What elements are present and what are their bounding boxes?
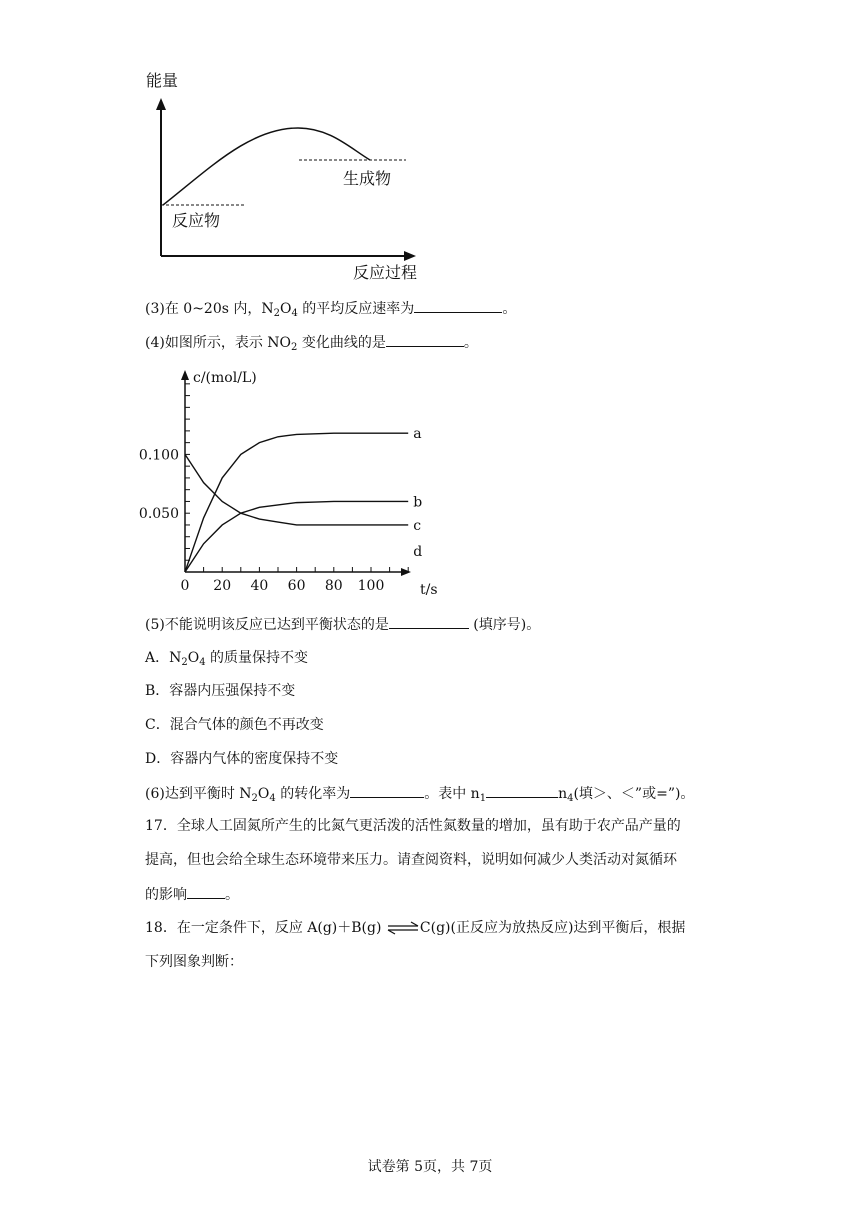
question-3: (3)在 0~20s 内，$N_2O_4$ 的平均反应速率为 。 [145, 298, 516, 319]
series-b-label: b [413, 494, 423, 511]
answer-blank-q5[interactable] [389, 614, 469, 629]
question-17-line-1: 17．全球人工固氮所产生的比氮气更活泼的活性氮数量的增加，虽有助于农产品产量的 [145, 818, 681, 834]
chart-x-tick-label: 80 [324, 578, 343, 594]
series-d-label: d [413, 543, 423, 560]
reactant-label: 反应物 [172, 211, 221, 230]
question-17-line-2: 提高，但也会给全球生态环境带来压力。请查阅资料，说明如何减少人类活动对氮循环 [145, 852, 677, 868]
chart-x-tick-label: 20 [213, 578, 232, 594]
chart-x-tick-label: 100 [357, 578, 385, 594]
question-5: (5)不能说明该反应已达到平衡状态的是 (填序号)。 [145, 614, 540, 635]
chart-x-tick-label: 60 [287, 578, 306, 594]
answer-blank-q17[interactable] [187, 884, 225, 899]
answer-blank-q6-conversion[interactable] [350, 783, 424, 798]
option-c: C．混合气体的颜色不再改变 [145, 717, 324, 733]
question-4: (4)如图所示，表示 $NO_2$ 变化曲线的是 。 [145, 332, 478, 353]
option-d: D．容器内气体的密度保持不变 [145, 751, 339, 767]
chart-y-axis-label: c/(mol/L) [193, 370, 257, 386]
option-a: A．$N_2O_4$ 的质量保持不变 [145, 650, 309, 668]
energy-x-arrow [404, 251, 416, 261]
option-b: B．容器内压强保持不变 [145, 683, 296, 699]
energy-y-axis-label: 能量 [146, 71, 179, 90]
chart-x-arrow [401, 568, 411, 576]
question-6: (6)达到平衡时 $N_2O_4$ 的转化率为 。表中 $n_1$ $n_4$(填＞、＜”或=”)。 [145, 783, 694, 804]
page-footer: 试卷第 5页，共 7页 [367, 1159, 493, 1175]
series-a-label: a [413, 426, 422, 443]
product-label: 生成物 [343, 169, 392, 188]
chart-y-arrow [181, 370, 189, 380]
energy-y-arrow [156, 98, 166, 110]
series-b-line [185, 501, 408, 572]
question-18-line-1: 18．在一定条件下，反应 A(g)＋B(g) C(g)(正反应为放热反应)达到平衡后，根据 [145, 920, 686, 936]
answer-blank-q6-compare[interactable] [486, 783, 558, 798]
answer-blank-q4[interactable] [386, 332, 464, 347]
question-17-line-3: 的影响 。 [145, 884, 239, 905]
chart-x-tick-label: 40 [250, 578, 269, 594]
chart-y-tick-label: 0.100 [138, 447, 179, 464]
chart-x-axis-label: t/s [420, 582, 438, 598]
chart-y-tick-label: 0.050 [138, 506, 179, 523]
energy-diagram [140, 68, 440, 283]
equilibrium-arrow-icon [386, 921, 420, 935]
series-c-label: c [413, 517, 422, 534]
series-c-line [185, 454, 408, 525]
chart-x-tick-label: 0 [180, 578, 190, 594]
concentration-chart [135, 360, 455, 600]
energy-curve [163, 128, 370, 205]
answer-blank-q3[interactable] [414, 298, 502, 313]
energy-x-axis-label: 反应过程 [353, 263, 418, 282]
question-18-line-2: 下列图象判断： [145, 954, 243, 970]
